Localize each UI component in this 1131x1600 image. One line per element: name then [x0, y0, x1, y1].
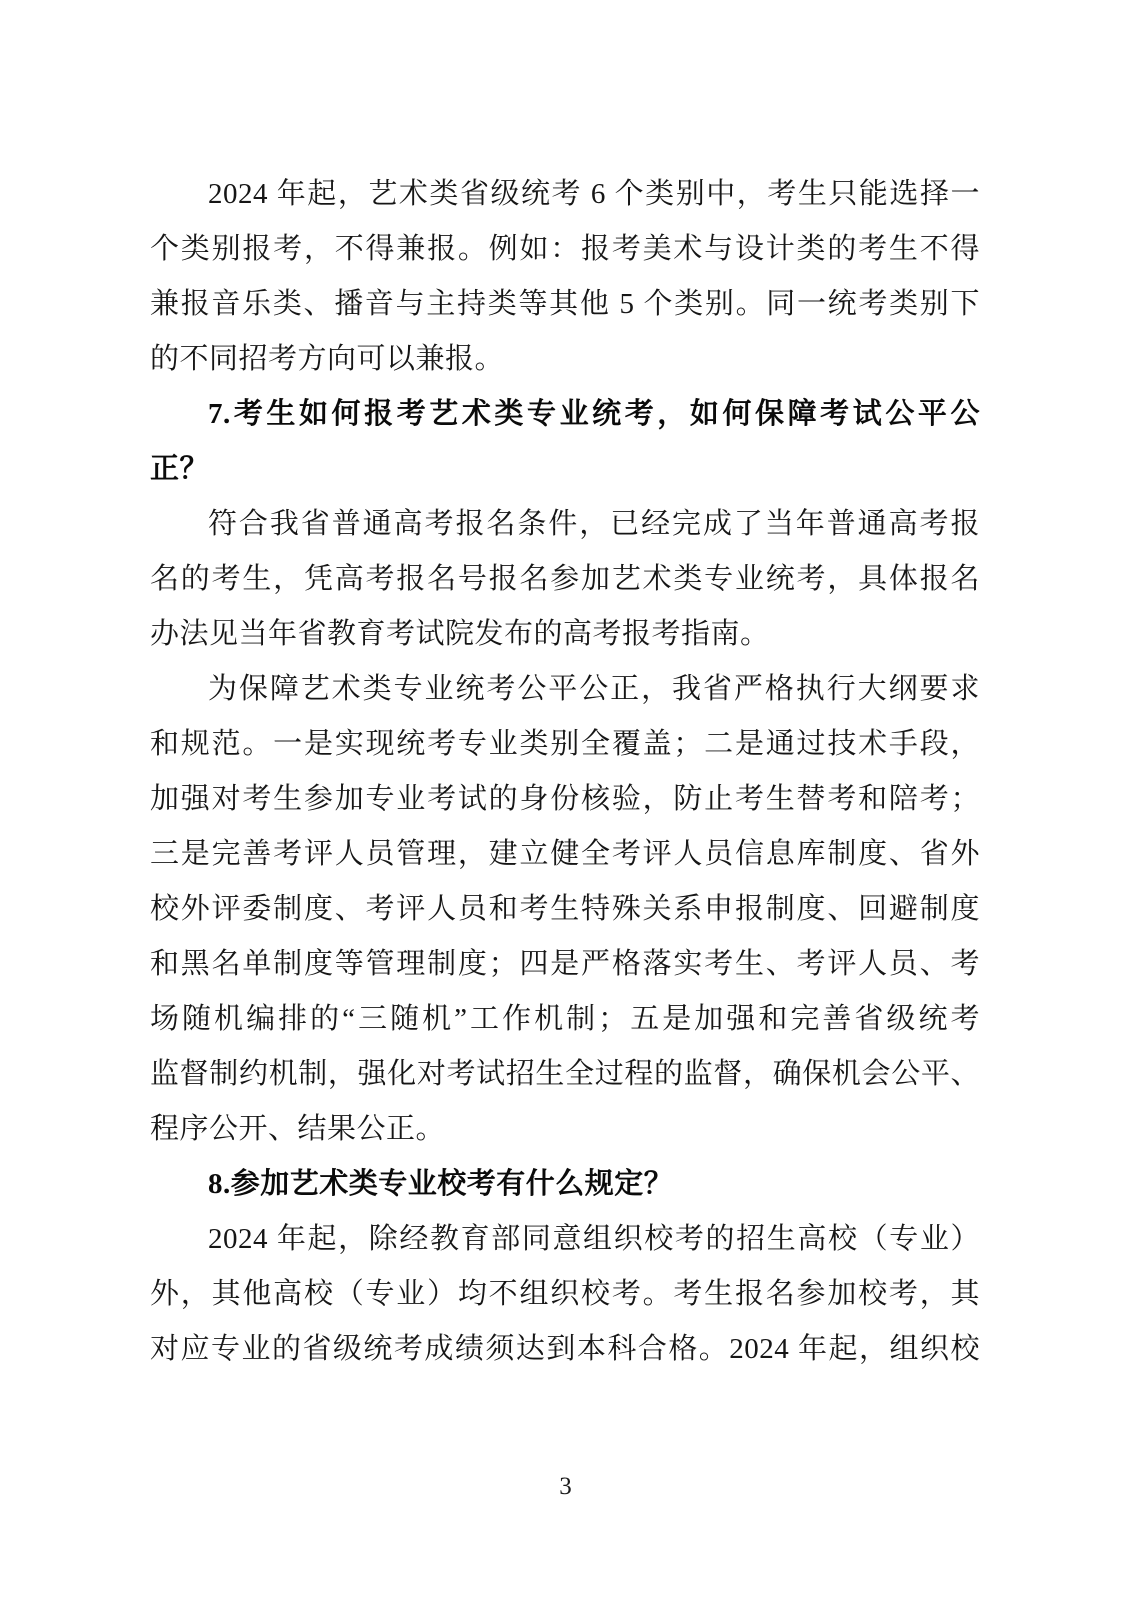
- text-line: 和黑名单制度等管理制度；四是严格落实考生、考评人员、考: [150, 948, 980, 980]
- text-line: 2024 年起，除经教育部同意组织校考的招生高校（专业）: [208, 1223, 980, 1255]
- text-line: 和规范。一是实现统考专业类别全覆盖；二是通过技术手段，: [150, 728, 980, 760]
- text-line: 兼报音乐类、播音与主持类等其他 5 个类别。同一统考类别下: [150, 288, 980, 320]
- paragraph: [150, 1212, 980, 1377]
- page-number: 3: [559, 1473, 572, 1500]
- text-line: 场随机编排的“三随机”工作机制；五是加强和完善省级统考: [150, 1003, 980, 1035]
- text-line: 8.参加艺术类专业校考有什么规定？: [208, 1168, 674, 1200]
- text-line: 个类别报考，不得兼报。例如：报考美术与设计类的考生不得: [150, 233, 980, 265]
- text-line: 正？: [150, 453, 210, 485]
- text-line: 名的考生，凭高考报名号报名参加艺术类专业统考，具体报名: [150, 563, 980, 595]
- text-line: 7.考生如何报考艺术类专业统考，如何保障考试公平公: [208, 398, 980, 430]
- text-line: 外，其他高校（专业）均不组织校考。考生报名参加校考，其: [150, 1278, 980, 1310]
- text-line: 三是完善考评人员管理，建立健全考评人员信息库制度、省外: [150, 838, 980, 870]
- text-line: 2024 年起，艺术类省级统考 6 个类别中，考生只能选择一: [208, 178, 980, 210]
- text-line: 校外评委制度、考评人员和考生特殊关系申报制度、回避制度: [150, 893, 980, 925]
- text-line: 对应专业的省级统考成绩须达到本科合格。2024 年起，组织校: [150, 1333, 980, 1365]
- paragraph: [150, 167, 980, 387]
- text-line: 办法见当年省教育考试院发布的高考报考指南。: [150, 618, 770, 650]
- text-line: 监督制约机制，强化对考试招生全过程的监督，确保机会公平、: [150, 1058, 980, 1090]
- paragraph: [150, 497, 980, 662]
- text-line: 为保障艺术类专业统考公平公正，我省严格执行大纲要求: [208, 673, 980, 705]
- text-line: 程序公开、结果公正。: [150, 1113, 446, 1145]
- section-heading: [150, 1157, 980, 1212]
- paragraph: [150, 662, 980, 1157]
- text-line: 加强对考生参加专业考试的身份核验，防止考生替考和陪考；: [150, 783, 980, 815]
- text-line: 符合我省普通高考报名条件，已经完成了当年普通高考报: [208, 508, 980, 540]
- section-heading: [150, 387, 980, 497]
- text-line: 的不同招考方向可以兼报。: [150, 343, 505, 375]
- document-body: [150, 167, 980, 1377]
